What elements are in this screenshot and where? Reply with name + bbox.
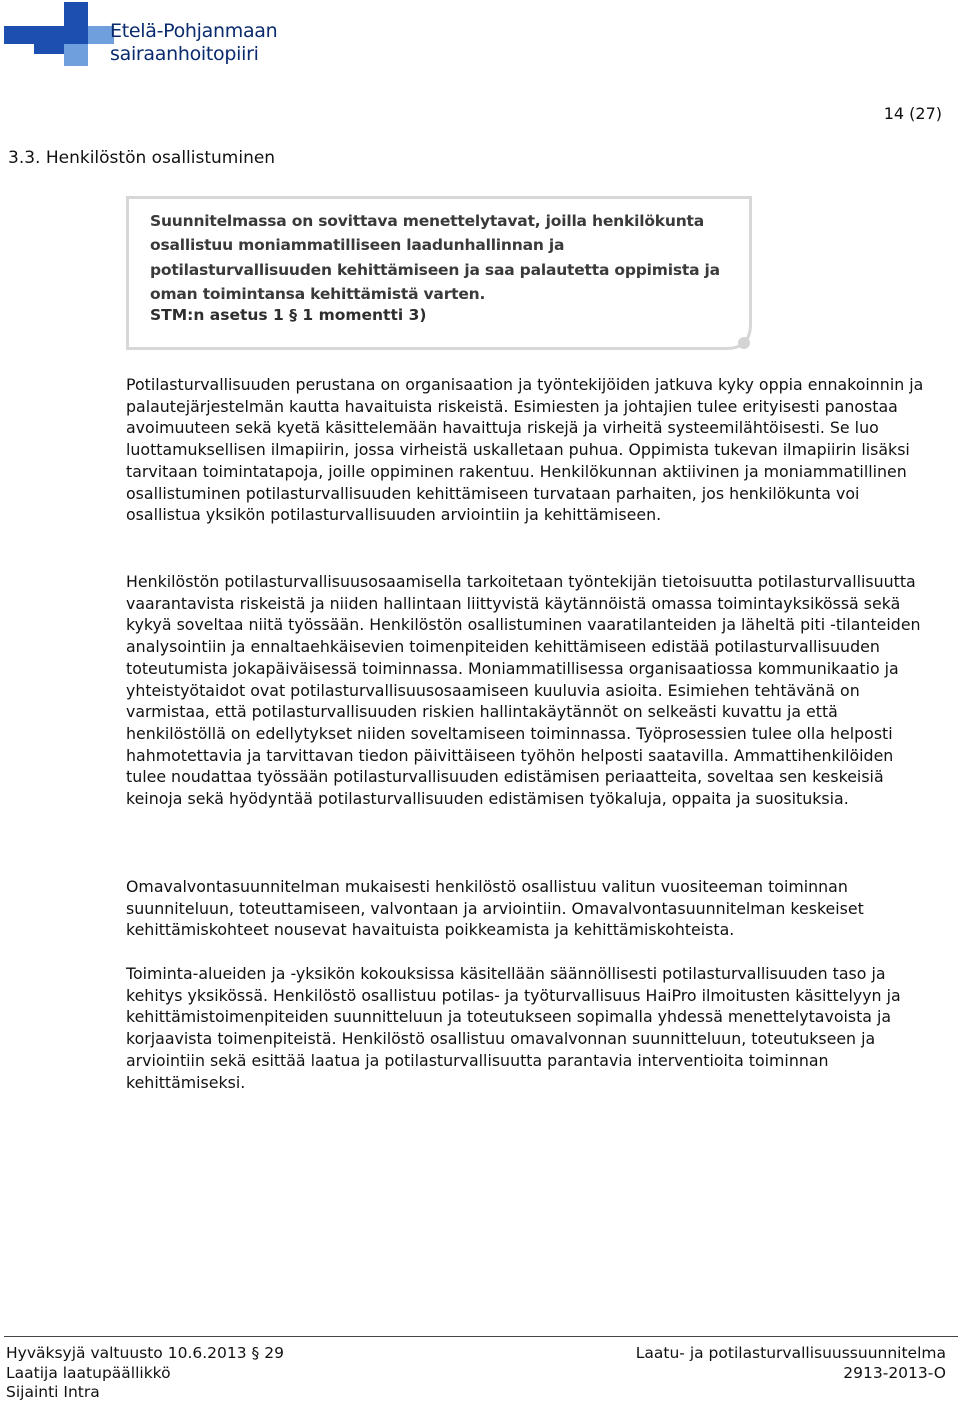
paragraph-1 (126, 374, 926, 526)
footer-right (636, 1344, 946, 1383)
section-title: 3.3. Henkilöstön osallistuminen (8, 148, 276, 168)
footer-document-title: Laatu- ja potilasturvallisuussuunnitelma (635, 1344, 946, 1362)
organization-name (110, 20, 277, 66)
paragraph-text: Toiminta-alueiden ja -yksikön kokouksissa käsitellään säännöllisesti potilasturvallisuuden taso ja kehitys yksikössä. Henkilöstö osallistuu potilas- ja työturvallisuus HaiPro ilmoitusten käsittelyyn ja kehittämistoimenpiteiden suunnitteluun ja toteutukseen sopimalla yhdessä menettelytavoista ja korjaavista toimenpiteistä. Henkilöstö osallistuu omavalvonnan suunnitteluun, toteutukseen ja arviointiin sekä esittää laatua ja potilasturvallisuutta parantavia interventioita toiminnan kehittämiseksi. (126, 964, 901, 1092)
paragraph-text: Omavalvontasuunnitelman mukaisesti henkilöstö osallistuu valitun vuositeeman toiminnan suunniteluun, toteuttamiseen, valvontaan ja arviointiin. Omavalvontasuunnitelman keskeiset kehittämiskohteet nousevat havaituista poikkeamista ja kehittämiskohteista. (126, 877, 864, 940)
organization-name-line1: Etelä-Pohjanmaan (110, 20, 278, 42)
footer-author: Laatija laatupäällikkö (6, 1363, 171, 1382)
organization-logo (4, 2, 304, 68)
organization-name-line2: sairaanhoitopiiri (110, 43, 259, 65)
footer-document-code: 2913-2013-O (843, 1363, 946, 1382)
paragraph-4 (126, 963, 926, 1093)
legal-callout-box (126, 196, 752, 350)
page-number: 14 (27) (883, 104, 942, 123)
callout-text (150, 209, 730, 306)
footer-location: Sijainti Intra (6, 1383, 100, 1401)
paragraph-text: Henkilöstön potilasturvallisuusosaamisella tarkoitetaan työntekijän tietoisuutta potilasturvallisuutta vaarantavista riskeistä ja niiden hallintaan liittyvistä käytännöistä omassa toimintayksikössä sekä kykyä soveltaa niitä työssään. Henkilöstön osallistuminen vaaratilanteiden ja läheltä piti -tilanteiden analysointiin ja ennaltaehkäisevien toimenpiteiden kehittämiseen edistää potilasturvallisuuden toteutumista jokapäiväisessä toiminnassa. Moniammatillisessa organisaatiossa kommunikaatio ja yhteistyötaidot ovat potilasturvallisuusosaamiseen kuuluvia asioita. Esimiehen tehtävänä on varmistaa, että potilasturvallisuuden riskien hallintakäytännöt on selkeästi kuvattu ja että henkilöstöllä on edellytykset niiden soveltamiseen toiminnassa. Työprosessien tulee olla helposti hahmotettavia ja tarvittavan tiedon päivittäiseen työhön helposti saatavilla. Ammattihenkilöiden tulee noudattaa työssään potilasturvallisuuden edistämisen periaatteita, soveltaa sen keskeisiä keinoja sekä hyödyntää potilasturvallisuuden edistämisen työkaluja, oppaita ja suosituksia. (126, 572, 921, 809)
callout-source: STM:n asetus 1 § 1 momentti 3) (150, 306, 427, 324)
paragraph-text: Potilasturvallisuuden perustana on organisaation ja työntekijöiden jatkuva kyky oppia ennakoinnin ja palautejärjestelmän kautta havaituista riskeistä. Esimiesten ja johtajien tulee erityisesti panostaa avoimuuteen sekä kyetä käsittelemään havaittuja riskejä ja virheitä systeemilähtöisesti. Se luo luottamuksellisen ilmapiirin, jossa virheistä uskalletaan puhua. Oppimista tukevan ilmapiirin lisäksi tarvitaan toimintatapoja, joille oppiminen rakentuu. Henkilökunnan aktiivinen ja moniammatillinen osallistuminen potilasturvallisuuden kehittämiseen turvataan parhaiten, jos henkilökunta voi osallistua yksikön potilasturvallisuuden arviointiin ja kehittämiseen. (126, 375, 924, 525)
callout-quote: Suunnitelmassa on sovittava menettelytavat, joilla henkilökunta osallistuu moniammatilliseen laadunhallinnan ja potilasturvallisuuden kehittämiseen ja saa palautetta oppimista ja oman toimintansa kehittämistä varten. (150, 212, 720, 303)
logo-cross-icon (4, 2, 114, 66)
footer-left (6, 1344, 284, 1403)
footer-approved: Hyväksyjä valtuusto 10.6.2013 § 29 (6, 1344, 284, 1362)
paragraph-3 (126, 876, 926, 941)
paragraph-2 (126, 571, 926, 810)
footer-divider (4, 1336, 958, 1337)
